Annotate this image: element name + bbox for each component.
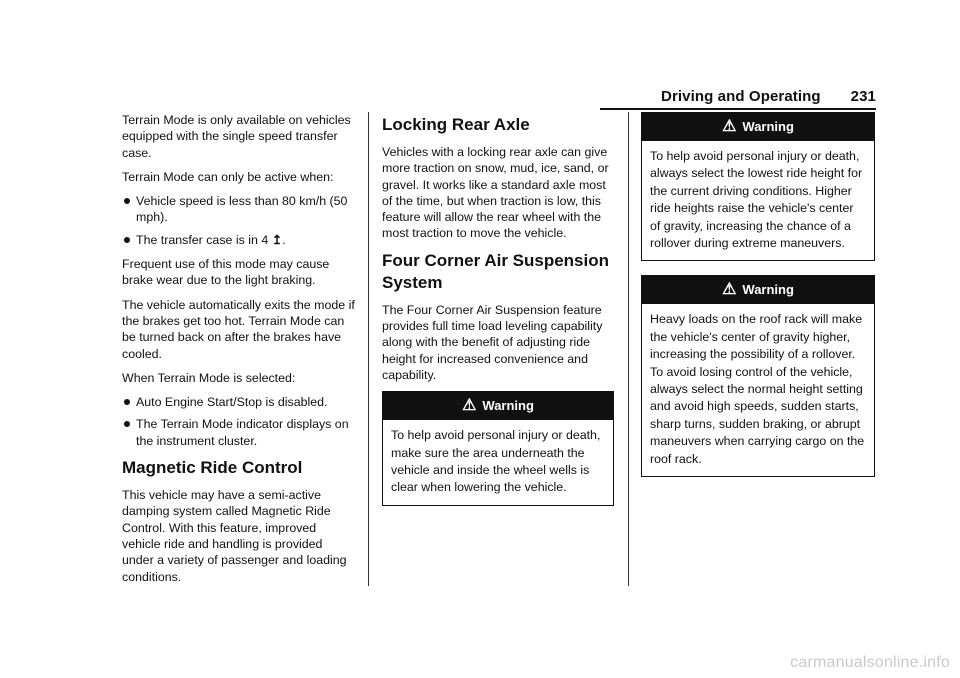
- terrain-selected-intro: When Terrain Mode is selected:: [122, 370, 296, 385]
- bullet-icon: [124, 198, 130, 204]
- column-3: [641, 112, 875, 491]
- magnetic-ride-text: This vehicle may have a semi-active damping system called Magnetic Ride Control. With this feature, improved vehicle ride and handling is provided under a variety of passenger and loading conditions.: [122, 488, 347, 584]
- list-item: [122, 193, 356, 226]
- column-divider-2: [628, 112, 629, 586]
- page-number: 231: [850, 87, 876, 105]
- warning-box: [641, 275, 875, 477]
- brake-wear-text: Frequent use of this mode may cause brake wear due to the light braking.: [122, 257, 330, 288]
- warning-header: [642, 276, 874, 304]
- warning-title: Warning: [482, 398, 534, 414]
- list-item: [122, 416, 356, 449]
- bullet-icon: [124, 399, 130, 405]
- warning-triangle-icon: ⚠: [722, 118, 737, 135]
- list-item-text: Auto Engine Start/Stop is disabled.: [136, 395, 328, 410]
- column-2: [382, 112, 614, 520]
- running-head: [600, 84, 876, 108]
- warning-triangle-icon: ⚠: [462, 397, 477, 415]
- list-item-text: The transfer case is in 4: [136, 232, 269, 247]
- warning-header: [383, 392, 613, 420]
- list-item-text: The Terrain Mode indicator displays on the instrument cluster.: [136, 417, 349, 448]
- air-suspension-text: The Four Corner Air Suspension feature provides full time load leveling capability along with the benefit of adjusting ride height for increased convenience and capability.: [382, 302, 603, 382]
- warning-box: [641, 112, 875, 261]
- magnetic-ride-heading: Magnetic Ride Control: [122, 458, 303, 478]
- warning-text: To help avoid personal injury or death, make sure the area underneath the vehicle and inside the wheel wells is clear when lowering the vehicle.: [391, 428, 601, 495]
- terrain-conditions-list: [122, 193, 356, 248]
- section-title: Driving and Operating: [661, 87, 821, 105]
- warning-header: [642, 113, 874, 141]
- warning-title: Warning: [742, 282, 794, 298]
- warning-triangle-icon: ⚠: [722, 281, 737, 299]
- four-high-icon: ↥: [271, 232, 283, 247]
- terrain-selected-list: [122, 394, 356, 449]
- warning-box: [382, 391, 614, 506]
- list-item: [122, 394, 356, 410]
- terrain-conditions-intro: Terrain Mode can only be active when:: [122, 169, 334, 184]
- list-item-text: Vehicle speed is less than 80 km/h (50 mph).: [136, 194, 348, 225]
- list-item: [122, 232, 356, 248]
- period: .: [282, 232, 286, 247]
- air-suspension-heading: Four Corner Air Suspension System: [382, 250, 610, 292]
- warning-title: Warning: [742, 118, 794, 134]
- column-divider-1: [368, 112, 369, 586]
- header-rule: [600, 108, 876, 110]
- terrain-availability-text: Terrain Mode is only available on vehicles equipped with the single speed transfer case.: [122, 113, 351, 160]
- locking-rear-axle-heading: Locking Rear Axle: [382, 115, 530, 134]
- auto-exit-text: The vehicle automatically exits the mode if the brakes get too hot. Terrain Mode can be turned back on after the brakes have cooled.: [122, 297, 355, 361]
- warning-text: To help avoid personal injury or death, always select the lowest ride height for the current driving conditions. Higher ride heights raise the vehicle's center of gravity, increasing the chance of a rollover during extreme maneuvers.: [650, 149, 863, 251]
- watermark: carmanualsonline.info: [790, 654, 950, 671]
- bullet-icon: [124, 237, 130, 243]
- locking-rear-axle-text: Vehicles with a locking rear axle can give more traction on snow, mud, ice, sand, or gravel. It works like a standard axle most of the time, but when traction is low, this feature will allow the rear wheel with the most traction to move the vehicle.: [382, 145, 609, 241]
- column-1: [122, 112, 356, 593]
- bullet-icon: [124, 421, 130, 427]
- warning-text: Heavy loads on the roof rack will make the vehicle's center of gravity higher, increasing the possibility of a rollover. To avoid losing control of the vehicle, always select the normal height setting and avoid high speeds, sudden starts, sharp turns, sudden braking, or abrupt maneuvers when carrying cargo on the roof rack.: [650, 312, 865, 466]
